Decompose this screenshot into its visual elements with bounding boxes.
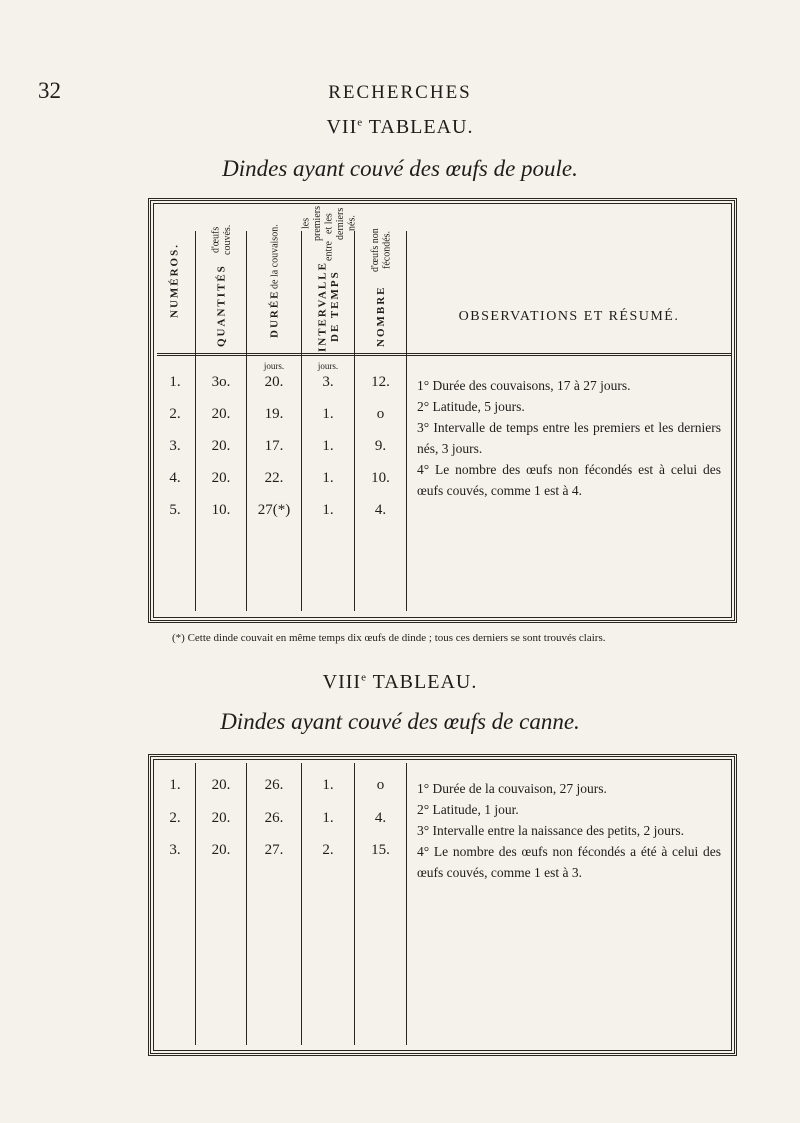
table7-observations (417, 375, 721, 501)
header-nombre: NOMBRE d'œufs non fécondés. (370, 228, 393, 347)
table8-subtitle: Dindes ayant couvé des œufs de canne. (220, 709, 580, 734)
table8-frame: 1. 20. 26. 1. o 2. 20. 26. 1. 4. 3. 20. 27. 2. 15. 1° Durée de la couvaison, 27 jours. 2° Latitude, 1 jour. 3° Intervalle entre la naissance des petits, 2 jours. 4° Le nombre des œufs non fécondés a été à celui des œufs couvés, comme 1 est à 3. (148, 754, 737, 1056)
observation-item: 4° Le nombre des œufs non fécondés est à celui des œufs couvés, comme 1 est à 4. (417, 462, 721, 498)
table7-footnote: (*) Cette dinde couvait en même temps dix œufs de dinde ; tous ces derniers se sont trouvés clairs. (172, 632, 606, 644)
table8-title (0, 671, 800, 694)
header-numeros: NUMÉROS. (168, 243, 181, 319)
page-number: 32 (38, 78, 61, 103)
header-observations: OBSERVATIONS ET RÉSUMÉ. (458, 309, 680, 324)
observation-item: 1° Durée de la couvaison, 27 jours. (417, 781, 607, 796)
table8-title-word: TABLEAU. (366, 671, 478, 693)
table7-subtitle: Dindes ayant couvé des œufs de poule. (222, 156, 578, 181)
header-duree: DURÉE de la couvaison. (268, 224, 281, 338)
table7-title-sup: e (357, 116, 364, 129)
table7-title-word: TABLEAU. (363, 116, 474, 138)
header-intervalle: INTERVALLE DE TEMPS entre les premiers et les derniers nés. (300, 206, 358, 352)
unit-duree: jours. (263, 361, 285, 371)
table8-title-sup: e (361, 671, 367, 684)
observation-item: 3° Intervalle de temps entre les premiers et les derniers nés, 3 jours. (417, 420, 721, 456)
observation-item: 2° Latitude, 5 jours. (417, 399, 525, 414)
unit-intervalle: jours. (317, 361, 339, 371)
table7-frame: NUMÉROS. QUANTITÉS d'œufs couvés. DURÉE de la couvaison. INTERVALLE DE TEMPS entre les premiers et les derniers nés. NOMBRE d'œufs non fécondés. OBSERVATIONS ET RÉSUMÉ. jours. jours. 1. 3o. 20. 3. 12. 2. 20. 19. 1. o 3. 20. 17. 1. 9. 4. 20. 22. 1. 10. 5. 10. 27(*) 1. 4. 1° Durée des couvaisons, 17 à 27 jours. 2° Latitude, 5 jours. 3° Intervalle de temps entre les premiers et les derniers nés, 3 jours. 4° Le nombre des œufs non fécondés est à celui des œufs couvés, comme 1 est à 4. (148, 198, 737, 623)
header-quantites: QUANTITÉS d'œufs couvés. (210, 224, 233, 347)
table7-title (0, 116, 800, 139)
observation-item: 2° Latitude, 1 jour. (417, 802, 519, 817)
observation-item: 4° Le nombre des œufs non fécondés a été à celui des œufs couvés, comme 1 est à 3. (417, 844, 721, 880)
table8-observations (417, 778, 721, 883)
observation-item: 3° Intervalle entre la naissance des petits, 2 jours. (417, 823, 685, 838)
table8-title-roman: VIII (322, 671, 362, 693)
table7-title-roman: VII (326, 116, 358, 138)
running-head: RECHERCHES (328, 82, 472, 103)
observation-item: 1° Durée des couvaisons, 17 à 27 jours. (417, 378, 631, 393)
